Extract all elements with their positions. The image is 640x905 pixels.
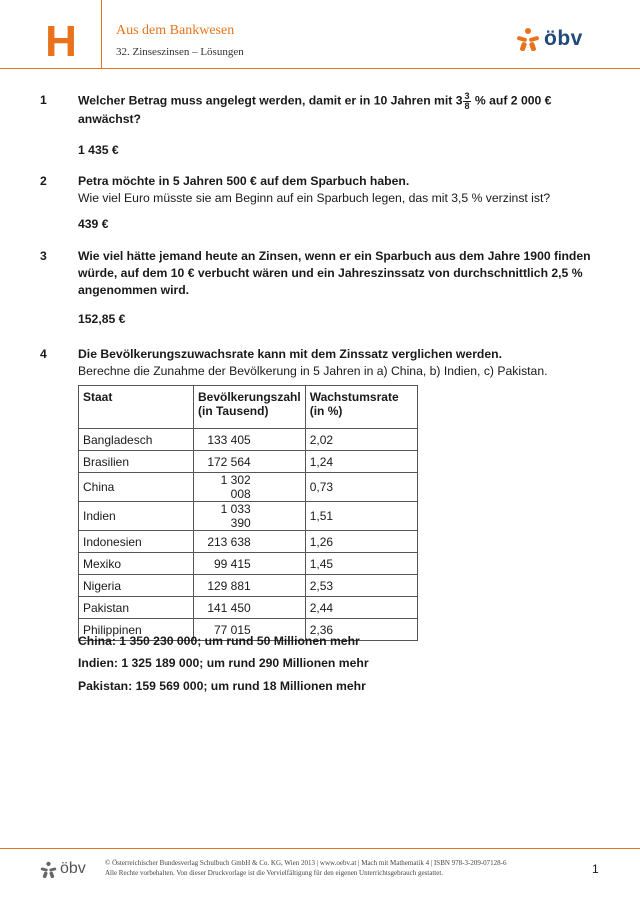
task-question: [78, 92, 598, 128]
column-header: Wachstumsrate (in %): [305, 386, 417, 429]
population-table: [78, 385, 418, 641]
growth-cell: 1,45: [305, 553, 417, 575]
rights-line: Alle Rechte vorbehalten. Von dieser Druckvorlage ist die Vervielfältigung für den eigenen Unterrichtsgebrauch gestattet.: [105, 869, 444, 877]
task-question: Petra möchte in 5 Jahren 500 € auf dem Sparbuch haben.: [78, 174, 410, 188]
column-header: Bevölkerungszahl (in Tausend): [194, 386, 306, 429]
growth-cell: 2,53: [305, 575, 417, 597]
growth-cell: 2,36: [305, 619, 417, 641]
table-row: [79, 429, 418, 451]
table-row: [79, 473, 418, 502]
country-cell: Mexiko: [79, 553, 194, 575]
task-question-detail: Wie viel Euro müsste sie am Beginn auf ein Sparbuch legen, das mit 3,5 % verzinst ist?: [78, 191, 551, 205]
population-cell: 213 638: [194, 531, 306, 553]
task-number: 1: [40, 93, 47, 107]
oebv-star-icon: [40, 861, 57, 878]
copyright-line: © Österreichischer Bundesverlag Schulbuch GmbH & Co. KG, Wien 2013 | www.oebv.at | Mach mit Mathematik 4 | ISBN 978-3-209-07128-6: [105, 859, 507, 867]
table-row: [79, 575, 418, 597]
population-cell: 129 881: [194, 575, 306, 597]
result-india: Indien: 1 325 189 000; um rund 290 Millionen mehr: [78, 656, 369, 670]
chapter-title: Aus dem Bankwesen: [116, 23, 235, 38]
column-header: Staat: [79, 386, 194, 429]
footer-divider: [0, 848, 640, 849]
growth-cell: 1,24: [305, 451, 417, 473]
table-row: [79, 451, 418, 473]
country-cell: Indonesien: [79, 531, 194, 553]
publisher-logo: [516, 27, 583, 51]
task-question: Die Bevölkerungszuwachsrate kann mit dem Zinssatz verglichen werden.: [78, 347, 502, 361]
footer-copyright: [105, 858, 565, 878]
task-question: Wie viel hätte jemand heute an Zinsen, wenn er ein Sparbuch aus dem Jahre 1900 finden würde, auf dem 10 € verbucht wären und ein Jahreszinssatz von durchschnittlich 2,5 % angenommen wird.: [78, 249, 591, 297]
population-cell: 1 033 390: [194, 502, 306, 531]
oebv-star-icon: [516, 27, 540, 51]
result-pakistan: Pakistan: 159 569 000; um rund 18 Millionen mehr: [78, 679, 366, 693]
result-china: China: 1 350 230 000; um rund 50 Millionen mehr: [78, 634, 360, 648]
question-text-a: Welcher Betrag muss angelegt werden, damit er in 10 Jahren mit 3: [78, 93, 463, 108]
header-divider-horizontal: [0, 68, 640, 69]
population-cell: 1 302 008: [194, 473, 306, 502]
task-answer: 1 435 €: [78, 143, 119, 157]
header-divider-vertical: [101, 0, 102, 68]
fraction-denominator: 8: [464, 101, 470, 111]
footer-logo-text: öbv: [60, 860, 86, 877]
task-number: 3: [40, 249, 47, 263]
growth-cell: 1,51: [305, 502, 417, 531]
country-cell: Pakistan: [79, 597, 194, 619]
country-cell: Indien: [79, 502, 194, 531]
table-row: [79, 531, 418, 553]
fraction: [463, 92, 470, 111]
growth-cell: 0,73: [305, 473, 417, 502]
population-cell: 77 015: [194, 619, 306, 641]
task-number: 2: [40, 174, 47, 188]
population-cell: 133 405: [194, 429, 306, 451]
country-cell: China: [79, 473, 194, 502]
country-cell: Brasilien: [79, 451, 194, 473]
question-text-b: % auf 2 000 € anwächst?: [78, 93, 552, 126]
section-subtitle: 32. Zinseszinsen – Lösungen: [116, 46, 244, 58]
growth-cell: 1,26: [305, 531, 417, 553]
country-cell: Philippinen: [79, 619, 194, 641]
footer-logo: [40, 860, 86, 878]
task-answer: 152,85 €: [78, 312, 126, 326]
table-header-row: [79, 386, 418, 429]
task-number: 4: [40, 347, 47, 361]
population-cell: 141 450: [194, 597, 306, 619]
country-cell: Nigeria: [79, 575, 194, 597]
country-cell: Bangladesch: [79, 429, 194, 451]
table-row: [79, 553, 418, 575]
page-number: 1: [592, 862, 599, 876]
chapter-letter: H: [45, 17, 77, 66]
task-answer: 439 €: [78, 217, 109, 231]
fraction-numerator: 3: [464, 91, 470, 101]
growth-cell: 2,44: [305, 597, 417, 619]
table-row: [79, 502, 418, 531]
table-row: [79, 597, 418, 619]
population-cell: 99 415: [194, 553, 306, 575]
population-cell: 172 564: [194, 451, 306, 473]
logo-text: öbv: [544, 27, 583, 50]
task-question-detail: Berechne die Zunahme der Bevölkerung in 5 Jahren in a) China, b) Indien, c) Pakistan.: [78, 364, 548, 378]
growth-cell: 2,02: [305, 429, 417, 451]
